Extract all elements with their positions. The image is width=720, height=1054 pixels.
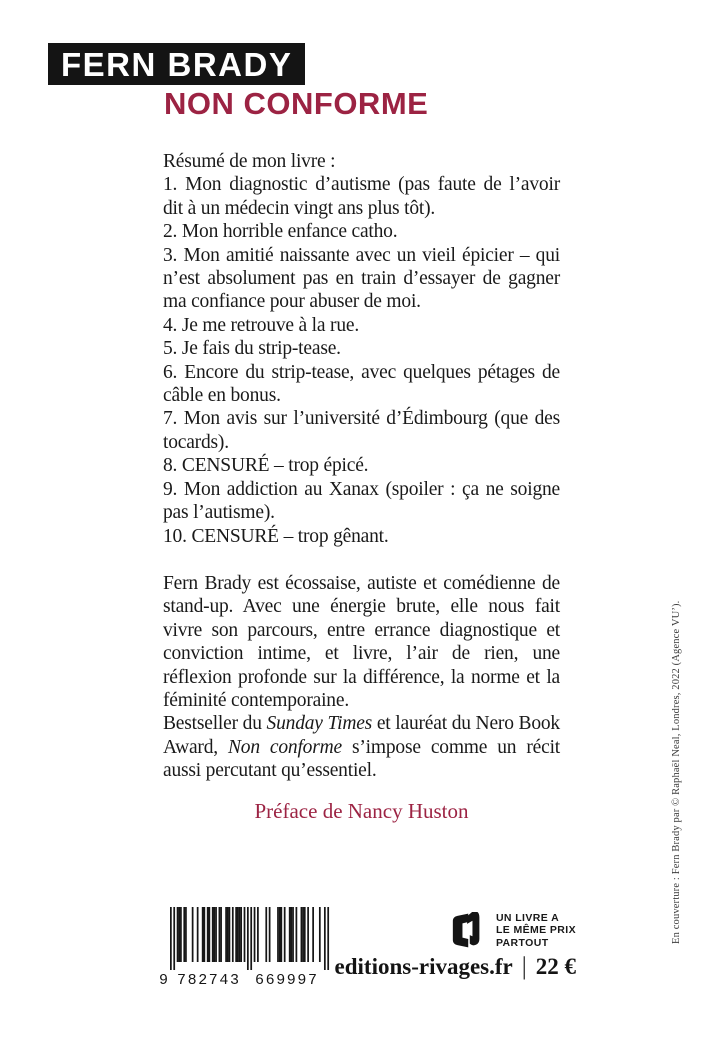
svg-text:669997: 669997 [255, 972, 317, 986]
publisher-website: editions-rivages.fr [334, 954, 513, 979]
price-logo-line: LE MÊME PRIX [495, 924, 576, 937]
resume-list [163, 173, 560, 548]
book-title: NON CONFORME [164, 86, 429, 121]
svg-text:782743: 782743 [177, 972, 239, 986]
resume-item: 6. Encore du strip-tease, avec quelques pétages de câble en bonus. [163, 361, 560, 407]
resume-item: 1. Mon diagnostic d’autisme (pas faute de l’avoir dit à un médecin vingt ans plus tôt). [163, 174, 560, 219]
resume-item: 4. Je me retrouve à la rue. [163, 314, 360, 336]
single-price-logo-text [496, 912, 576, 950]
resume-item: 2. Mon horrible enfance catho. [163, 221, 398, 243]
resume-item: 7. Mon avis sur l’université d’Édimbourg (que des tocards). [163, 408, 560, 453]
resume-item: 5. Je fais du strip-tease. [163, 338, 341, 360]
italic-title-text: Non conforme [227, 736, 342, 758]
price-label: 22 € [535, 954, 576, 979]
author-name: FERN BRADY [48, 43, 305, 85]
svg-text:9: 9 [159, 972, 169, 986]
bio-text: s’impose comme un récit aussi percutant qu’essentiel. [163, 736, 561, 782]
price-logo-line: UN LIVRE A [495, 911, 560, 924]
bio-text: Bestseller du [163, 713, 267, 735]
open-book-icon [449, 908, 489, 953]
resume-item: 10. CENSURÉ – trop gênant. [163, 525, 389, 547]
bio-paragraph-2 [163, 712, 560, 782]
resume-item: 8. CENSURÉ – trop épicé. [163, 455, 369, 477]
italic-title-text: Sunday Times [266, 713, 373, 735]
bio-paragraph-1: Fern Brady est écossaise, autiste et comédienne de stand-up. Avec une énergie brute, elle nous fait vivre son parcours, entre errance diagnostique et conviction intime, et livre, l’air de rien, une réflexion profonde sur la différence, la norme et la féminité contemporaine. [163, 572, 560, 711]
ean13-barcode [157, 906, 333, 986]
resume-intro: Résumé de mon livre : [163, 151, 336, 172]
price-logo-line: PARTOUT [495, 936, 549, 949]
preface-credit: Préface de Nancy Huston [254, 798, 469, 823]
cover-photo-credit: En couverture : Fern Brady par © Raphaël Neal, Londres, 2022 (Agence VU’). [671, 600, 682, 944]
single-price-logo [449, 908, 576, 953]
bio-text: et lauréat du Nero Book Award, [163, 713, 560, 758]
publisher-line [335, 953, 576, 981]
resume-item: 9. Mon addiction au Xanax (spoiler : ça ne soigne pas l’autisme). [163, 478, 560, 524]
blurb-block [163, 150, 560, 823]
separator-bar: | [521, 953, 527, 980]
resume-item: 3. Mon amitié naissante avec un vieil épicier – qui n’est absolument pas en train d’essayer de gagner ma confiance pour abuser de moi. [163, 244, 560, 313]
